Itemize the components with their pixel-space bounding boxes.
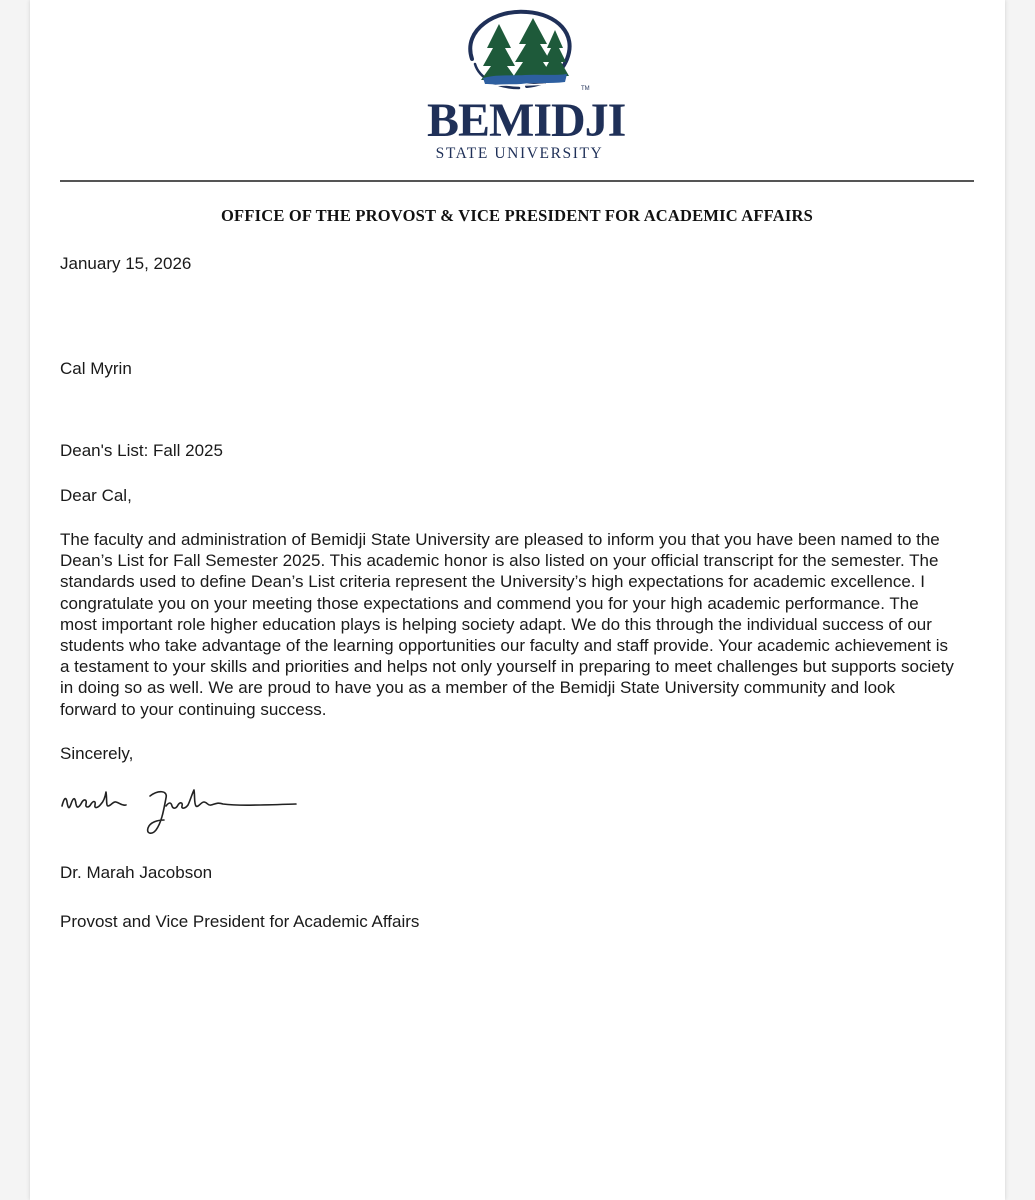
logo-subtitle: STATE UNIVERSITY bbox=[435, 145, 604, 162]
closing: Sincerely, bbox=[60, 744, 134, 763]
logo-trademark: TM bbox=[581, 86, 590, 92]
pine-trees-emblem-icon bbox=[427, 4, 612, 99]
signer-title: Provost and Vice President for Academic Affairs bbox=[60, 912, 420, 931]
letter-page bbox=[30, 0, 1005, 1200]
body-line: most important role higher education plays is helping society adapt. We do this through the individual success of our bbox=[60, 614, 932, 634]
body-line: a testament to your skills and priorities and helps not only yourself in preparing to meet challenges but supports society bbox=[60, 657, 954, 677]
header-divider bbox=[60, 180, 974, 182]
letter-subject: Dean's List: Fall 2025 bbox=[60, 441, 223, 460]
body-line: forward to your continuing success. bbox=[60, 699, 327, 719]
letter-body bbox=[60, 529, 980, 720]
recipient-name: Cal Myrin bbox=[60, 359, 132, 378]
letter-date: January 15, 2026 bbox=[60, 254, 192, 273]
body-line: standards used to define Dean’s List criteria represent the University’s high expectations for academic excellence. I bbox=[60, 572, 925, 592]
salutation: Dear Cal, bbox=[60, 486, 132, 505]
body-line: in doing so as well. We are proud to have you as a member of the Bemidji State University community and look bbox=[60, 678, 895, 698]
body-line: Dean’s List for Fall Semester 2025. This academic honor is also listed on your official transcript for the semester. The bbox=[60, 551, 939, 571]
body-line: students who take advantage of the learning opportunities our faculty and staff provide. Your academic achievement is bbox=[60, 636, 949, 656]
office-heading: OFFICE OF THE PROVOST & VICE PRESIDENT FOR ACADEMIC AFFAIRS bbox=[221, 206, 813, 225]
handwritten-signature bbox=[58, 782, 308, 847]
body-line: The faculty and administration of Bemidji State University are pleased to inform you that you have been named to the bbox=[60, 530, 940, 549]
university-logo bbox=[427, 4, 626, 164]
logo-name: BEMIDJI bbox=[427, 94, 626, 147]
signer-name: Dr. Marah Jacobson bbox=[60, 863, 213, 882]
body-line: congratulate you on your meeting those expectations and commend you for your high academic performance. The bbox=[60, 593, 919, 613]
